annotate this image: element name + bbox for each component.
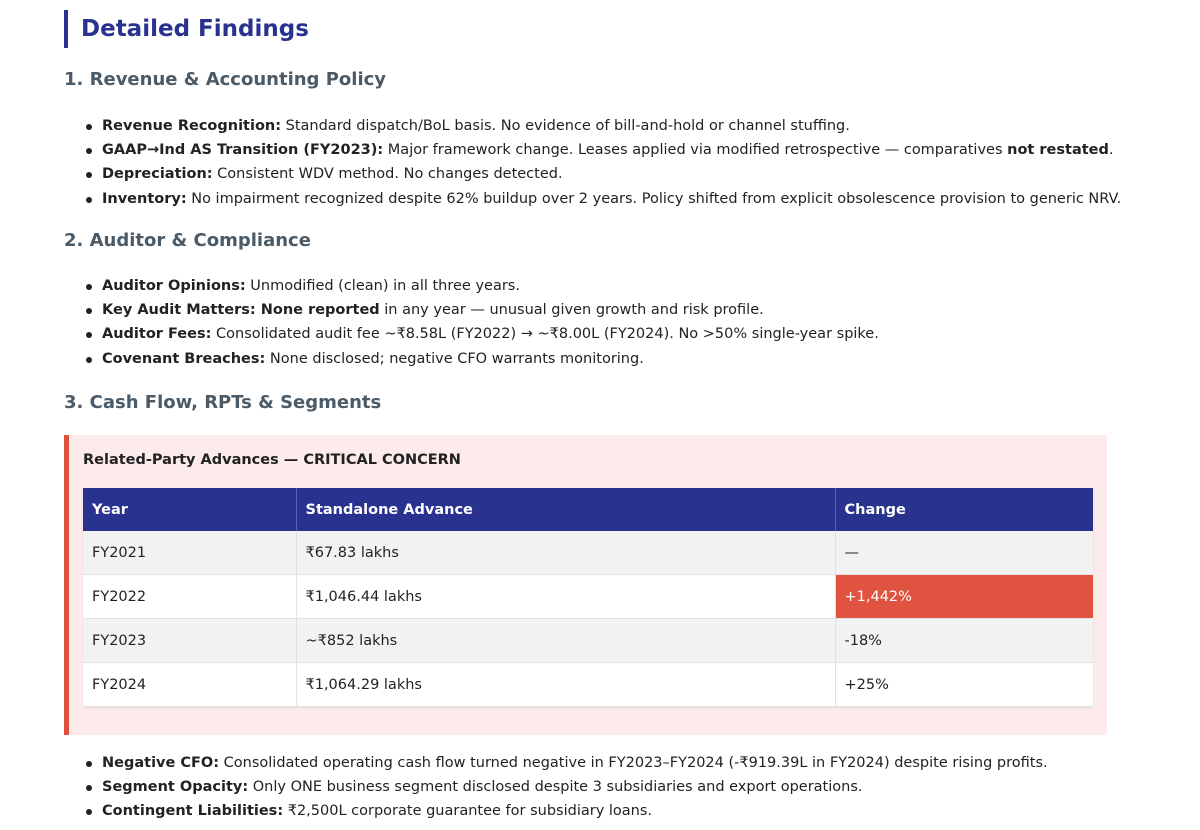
cell-change: -18% <box>835 619 1093 663</box>
cell-advance: ₹1,046.44 lakhs <box>296 575 835 619</box>
cell-change-highlighted: +1,442% <box>835 575 1093 619</box>
list-item: Covenant Breaches: None disclosed; negative CFO warrants monitoring. <box>102 347 879 371</box>
cell-year: FY2024 <box>83 663 296 707</box>
rpt-advances-table <box>83 488 1093 707</box>
cashflow-findings-list <box>80 751 1048 824</box>
cell-change: +25% <box>835 663 1093 707</box>
cell-advance: ₹67.83 lakhs <box>296 531 835 575</box>
cell-year: FY2023 <box>83 619 296 663</box>
rpt-alert-box <box>64 435 1107 735</box>
list-item: Auditor Opinions: Unmodified (clean) in all three years. <box>102 274 879 298</box>
table-row <box>83 663 1093 707</box>
column-header-advance: Standalone Advance <box>296 488 835 531</box>
list-item: Key Audit Matters: None reported in any year — unusual given growth and risk profile. <box>102 298 879 322</box>
table-header-row <box>83 488 1093 531</box>
list-item: Contingent Liabilities: ₹2,500L corporate guarantee for subsidiary loans. <box>102 799 1048 823</box>
section-title-revenue: 1. Revenue & Accounting Policy <box>64 69 387 90</box>
column-header-year: Year <box>83 488 296 531</box>
section-title-cashflow: 3. Cash Flow, RPTs & Segments <box>64 392 382 413</box>
table-row <box>83 575 1093 619</box>
page-title: Detailed Findings <box>64 10 309 48</box>
list-item: Auditor Fees: Consolidated audit fee ~₹8.58L (FY2022) → ~₹8.00L (FY2024). No >50% single-year spike. <box>102 322 879 346</box>
cell-year: FY2022 <box>83 575 296 619</box>
cell-year: FY2021 <box>83 531 296 575</box>
alert-title: Related-Party Advances — CRITICAL CONCERN <box>83 452 461 468</box>
list-item: Segment Opacity: Only ONE business segment disclosed despite 3 subsidiaries and export operations. <box>102 775 1048 799</box>
section-title-auditor: 2. Auditor & Compliance <box>64 230 311 251</box>
list-item: Negative CFO: Consolidated operating cash flow turned negative in FY2023–FY2024 (-₹919.39L in FY2024) despite rising profits. <box>102 751 1048 775</box>
column-header-change: Change <box>835 488 1093 531</box>
cell-change: — <box>835 531 1093 575</box>
list-item: Revenue Recognition: Standard dispatch/BoL basis. No evidence of bill-and-hold or channel stuffing. <box>102 114 1121 138</box>
table-row <box>83 531 1093 575</box>
revenue-findings-list <box>80 114 1121 211</box>
auditor-findings-list <box>80 274 879 371</box>
table-row <box>83 619 1093 663</box>
cell-advance: ~₹852 lakhs <box>296 619 835 663</box>
cell-advance: ₹1,064.29 lakhs <box>296 663 835 707</box>
list-item: Inventory: No impairment recognized despite 62% buildup over 2 years. Policy shifted from explicit obsolescence provision to generic NRV. <box>102 187 1121 211</box>
list-item: Depreciation: Consistent WDV method. No changes detected. <box>102 162 1121 186</box>
list-item: GAAP→Ind AS Transition (FY2023): Major framework change. Leases applied via modified retrospective — comparatives not restated. <box>102 138 1121 162</box>
